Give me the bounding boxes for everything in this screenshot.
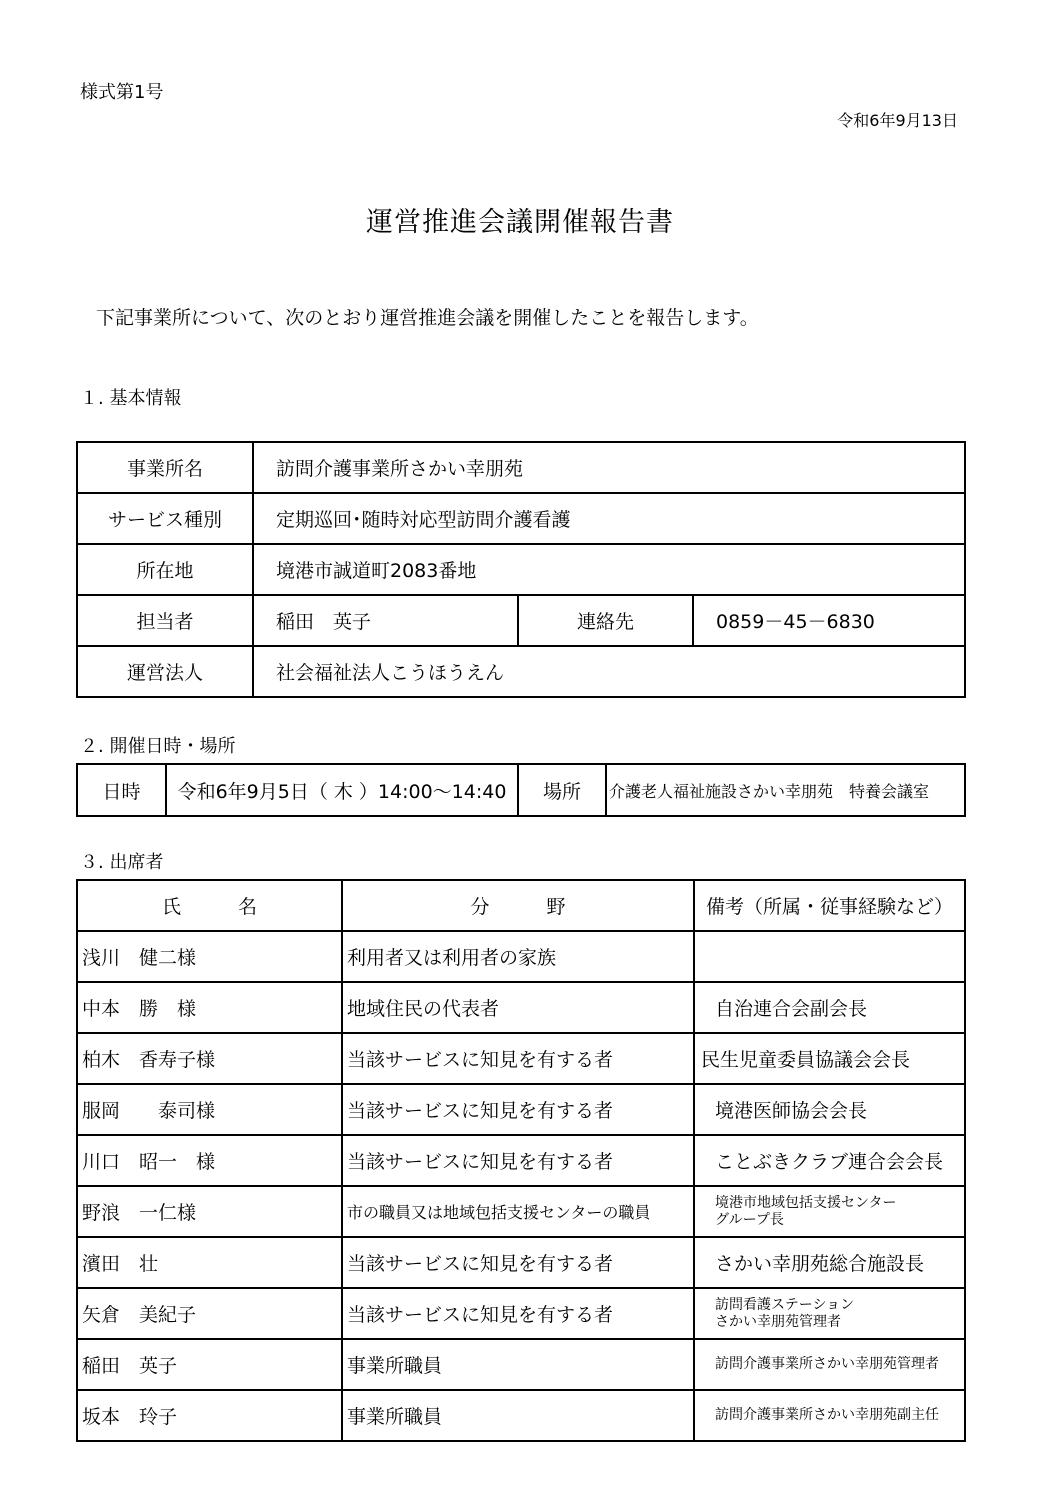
table-row [77, 1186, 965, 1237]
table-row [77, 442, 965, 493]
attendee-field: 事業所職員 [342, 1390, 694, 1441]
table-row [77, 595, 965, 646]
datetime-value: 令和6年9月5日（ 木 ）14:00～14:40 [166, 764, 518, 816]
attendee-note [694, 1288, 965, 1339]
contact-label: 連絡先 [518, 595, 693, 646]
office-name-value: 訪問介護事業所さかい幸朋苑 [253, 442, 965, 493]
document-title: 運営推進会議開催報告書 [366, 207, 674, 238]
intro-text: 下記事業所について、次のとおり運営推進会議を開催したことを報告します。 [96, 307, 759, 329]
table-row [77, 1237, 965, 1288]
table-row [77, 1084, 965, 1135]
attendee-field: 市の職員又は地域包括支援センターの職員 [342, 1186, 694, 1237]
attendee-note: さかい幸朋苑総合施設長 [694, 1237, 965, 1288]
form-number: 様式第1号 [80, 82, 164, 103]
attendee-name: 坂本 玲子 [77, 1390, 342, 1441]
attendee-name: 川口 昭一 様 [77, 1135, 342, 1186]
address-label: 所在地 [77, 544, 253, 595]
table-row [77, 1339, 965, 1390]
table-row [77, 646, 965, 697]
header-note: 備考（所属・従事経験など） [694, 880, 965, 931]
office-name-label: 事業所名 [77, 442, 253, 493]
corporation-value: 社会福祉法人こうほうえん [253, 646, 965, 697]
report-date: 令和6年9月13日 [837, 111, 958, 130]
attendee-field: 当該サービスに知見を有する者 [342, 1237, 694, 1288]
attendee-note-line2: さかい幸朋苑管理者 [715, 1313, 841, 1330]
attendee-note: 訪問介護事業所さかい幸朋苑管理者 [694, 1339, 965, 1390]
header-field: 分 野 [342, 880, 694, 931]
basic-info-table [76, 441, 966, 698]
attendee-note: 民生児童委員協議会会長 [694, 1033, 965, 1084]
person-label: 担当者 [77, 595, 253, 646]
contact-value: 0859－45－6830 [693, 595, 965, 646]
attendee-name: 柏木 香寿子様 [77, 1033, 342, 1084]
table-row [77, 1135, 965, 1186]
attendee-note: 境港医師協会会長 [694, 1084, 965, 1135]
table-row [77, 931, 965, 982]
place-label: 場所 [518, 764, 606, 816]
attendee-field: 地域住民の代表者 [342, 982, 694, 1033]
service-type-label: サービス種別 [77, 493, 253, 544]
attendee-field: 利用者又は利用者の家族 [342, 931, 694, 982]
table-row [77, 1390, 965, 1441]
table-row [77, 493, 965, 544]
header-name: 氏 名 [77, 880, 342, 931]
person-value: 稲田 英子 [253, 595, 518, 646]
attendee-field: 当該サービスに知見を有する者 [342, 1288, 694, 1339]
meeting-datetime-table [76, 763, 966, 817]
attendee-name: 浅川 健二様 [77, 931, 342, 982]
attendee-note-line1: 境港市地域包括支援センター [715, 1194, 897, 1211]
attendee-field: 当該サービスに知見を有する者 [342, 1084, 694, 1135]
section2-heading: ２. 開催日時・場所 [80, 736, 236, 757]
table-row [77, 544, 965, 595]
table-row [77, 1288, 965, 1339]
attendee-name: 矢倉 美紀子 [77, 1288, 342, 1339]
attendee-note-line1: 訪問看護ステーション [715, 1296, 855, 1313]
table-row [77, 764, 965, 816]
section3-heading: ３. 出席者 [80, 852, 164, 873]
table-row [77, 1033, 965, 1084]
attendee-note [694, 931, 965, 982]
attendees-table [76, 879, 966, 1442]
attendee-field: 事業所職員 [342, 1339, 694, 1390]
attendee-note [694, 1186, 965, 1237]
table-header-row [77, 880, 965, 931]
section1-heading: １. 基本情報 [80, 388, 182, 409]
attendee-name: 服岡 泰司様 [77, 1084, 342, 1135]
table-row [77, 982, 965, 1033]
attendee-name: 濱田 壮 [77, 1237, 342, 1288]
datetime-label: 日時 [77, 764, 166, 816]
address-value: 境港市誠道町2083番地 [253, 544, 965, 595]
attendee-field: 当該サービスに知見を有する者 [342, 1033, 694, 1084]
attendee-name: 中本 勝 様 [77, 982, 342, 1033]
attendee-note: 訪問介護事業所さかい幸朋苑副主任 [694, 1390, 965, 1441]
place-value: 介護老人福祉施設さかい幸朋苑 特養会議室 [606, 764, 965, 816]
attendee-name: 稲田 英子 [77, 1339, 342, 1390]
attendee-name: 野浪 一仁様 [77, 1186, 342, 1237]
service-type-value: 定期巡回･随時対応型訪問介護看護 [253, 493, 965, 544]
attendee-note: ことぶきクラブ連合会会長 [694, 1135, 965, 1186]
attendee-note: 自治連合会副会長 [694, 982, 965, 1033]
attendee-note-line2: グループ長 [715, 1211, 784, 1228]
attendee-field: 当該サービスに知見を有する者 [342, 1135, 694, 1186]
corporation-label: 運営法人 [77, 646, 253, 697]
